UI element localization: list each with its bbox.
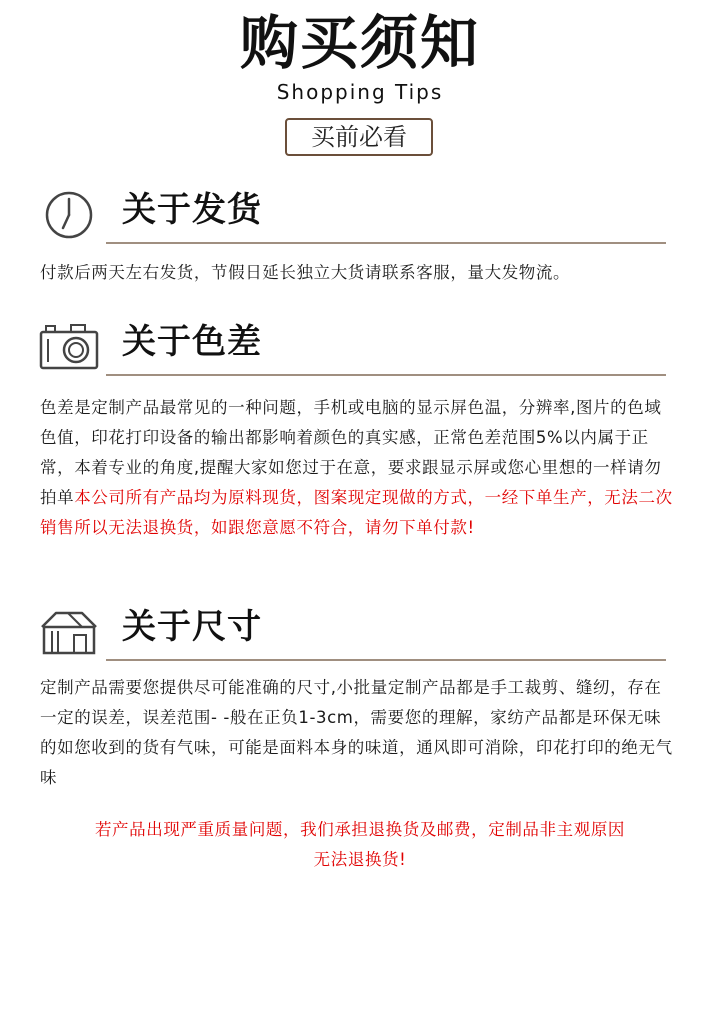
section-shipping-header [38,188,666,244]
house-icon [38,605,100,657]
section-size-heading: 关于尺寸 [122,607,262,647]
section-divider [106,242,666,244]
section-divider [106,374,666,376]
section-color-heading: 关于色差 [122,322,262,362]
return-policy-notice [40,815,680,875]
section-color-text [40,393,676,543]
color-text-normal: 色差是定制产品最常见的一种问题，手机或电脑的显示屏色温，分辨率,图片的色域色值，印花打印设备的输出都影响着颜色的真实感，正常色差范围5%以内属于正常，本着专业的角度,提醒大家如您过于在意，要求跟显示屏或您心里想的一样请勿拍单 [40,398,662,507]
page-subtitle: Shopping Tips [276,80,444,104]
section-size-header [38,605,666,661]
section-color-header [38,320,666,376]
page-title: 购买须知 [239,9,480,77]
notice-line-1: 若产品出现严重质量问题，我们承担退换货及邮费，定制品非主观原因 [94,820,626,839]
section-shipping-text: 付款后两天左右发货，节假日延长独立大货请联系客服，量大发物流。 [40,263,571,282]
section-size-text: 定制产品需要您提供尽可能准确的尺寸,小批量定制产品都是手工裁剪、缝纫，存在一定的误差，误差范围- -般在正负1-3cm，需要您的理解，家纺产品都是环保无味的如您收到的货有气味，可能是面料本身的味道，通风即可消除，印花打印的绝无气味 [40,678,673,787]
color-text-warning: 本公司所有产品均为原料现货，图案现定现做的方式，一经下单生产，无法二次销售所以无法退换货，如跟您意愿不符合，请勿下单付款! [40,488,673,537]
section-divider [106,659,666,661]
notice-line-2: 无法退换货! [313,850,407,869]
camera-icon [38,320,100,372]
section-shipping-heading: 关于发货 [122,190,262,230]
clock-icon [38,188,100,240]
must-read-badge: 买前必看 [285,118,433,156]
